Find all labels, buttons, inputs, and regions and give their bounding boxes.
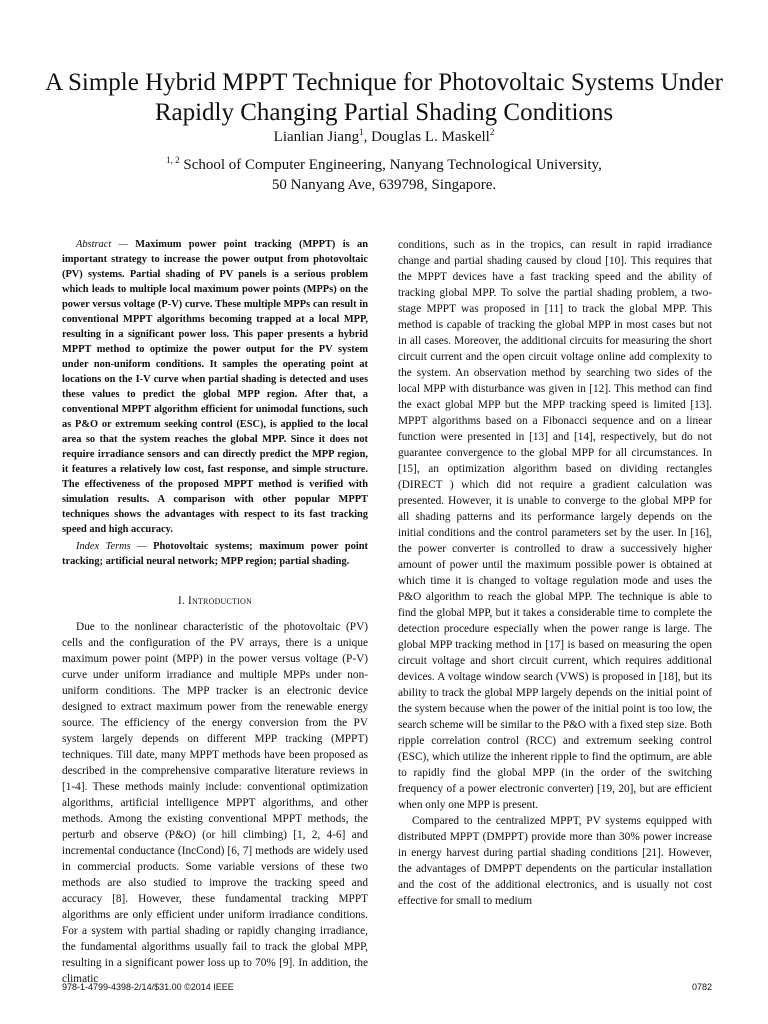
author-1-superscript: 1 [359, 127, 364, 137]
right-column [398, 237, 712, 909]
abstract-label: Abstract [76, 239, 112, 250]
paper-title: A Simple Hybrid MPPT Technique for Photovoltaic Systems Under Rapidly Changing Partial Shading Conditions [45, 69, 723, 126]
affiliation-text-1: School of Computer Engineering, Nanyang Technological University, [179, 157, 602, 173]
author-2-name: Douglas L. Maskell [371, 129, 490, 145]
index-terms-dash: — [130, 541, 154, 552]
author-2-superscript: 2 [489, 127, 495, 137]
affiliation-superscript: 1, 2 [166, 155, 180, 165]
left-column [62, 237, 368, 987]
abstract-dash: — [111, 239, 136, 250]
index-terms-label: Index Terms [76, 541, 131, 552]
abstract [62, 237, 368, 537]
page-number: 0782 [691, 982, 712, 992]
copyright-footer: 978-1-4799-4398-2/14/$31.00 ©2014 IEEE [62, 982, 234, 992]
affiliation-line-1 [40, 155, 728, 175]
right-column-paragraph-2: Compared to the centralized MPPT, PV systems equipped with distributed MPPT (DMPPT) provide more than 30% power increase in energy harvest during partial shading conditions [21]. However, the advantages of DMPPT dependents on the particular installation and the cost of the additional electronics, and is usually not cost effective for small to medium [398, 815, 712, 907]
affiliation-line-2: 50 Nanyang Ave, 639798, Singapore. [271, 177, 497, 193]
abstract-text: Maximum power point tracking (MPPT) is an important strategy to increase the power output from photovoltaic (PV) systems. Partial shading of PV panels is a serious problem which leads to multiple local maximum power points (MPPs) on the power versus voltage (P-V) curve. These multiple MPPs can result in conventional MPPT algorithms becoming trapped at a local MPP, resulting in a significant power loss. This paper presents a hybrid MPPT method to optimize the power output for the PV system under non-uniform conditions. It samples the operating point at locations on the I-V curve when partial shading is detected and uses these values to predict the global MPP region. After that, a conventional MPPT algorithm efficient for unimodal functions, such as P&O or extremum seeking control (ESC), is applied to the local area so that the system reaches the global MPP. Since it does not require irradiance sensors and can directly predict the MPP region, it features a relatively low cost, fast response, and simple structure. The effectiveness of the proposed MPPT method is verified with simulation results. A comparison with other popular MPPT techniques shows the advantages with respect to its fast tracking speed and high accuracy. [62, 239, 368, 535]
introduction-paragraph-1: Due to the nonlinear characteristic of the photovoltaic (PV) cells and the configuration of the PV arrays, there is a unique maximum power point (MPP) in the power versus voltage (P-V) curve under uniform irradiance and multiple MPPs under non-uniform conditions. The MPP tracker is an electronic device designed to extract maximum power from the renewable energy source. The efficiency of the energy conversion from the PV system largely depends on different MPP tracking (MPPT) techniques. Till date, many MPPT methods have been proposed as described in the comprehensive comparative literature reviews in [1-4]. These methods mainly include: conventional optimization algorithms, artificial intelligence MPPT algorithms, and other methods. Among the existing conventional MPPT methods, the perturb and observe (P&O) (or hill climbing) [1, 2, 4-6] and incremental conductance (IncCond) [6, 7] methods are widely used in commercial products. Some variable versions of these two methods are also studied to improve the tracking speed and accuracy [8]. However, these fundamental tracking MPPT algorithms are only efficient under uniform irradiance conditions. For a system with partial shading or rapidly changing irradiance, the fundamental algorithms usually fail to track the global MPP, resulting in a significant power loss up to 70% [9]. In addition, the climatic [62, 621, 368, 985]
index-terms [62, 539, 368, 569]
right-column-paragraph-1: conditions, such as in the tropics, can result in rapid irradiance change and partial shading caused by cloud [10]. This requires that the MPPT devices have a fast tracking speed and the ability of tracking global MPP. To solve the partial shading problem, a two-stage MPPT was proposed in [11] to track the global MPP. This method is capable of tracking the global MPP in most cases but not in all cases. Moreover, the additional circuits for measuring the short circuit current and the open circuit voltage online add complexity to the system. An observation method by searching two sides of the local MPP with disturbance was given in [12]. This method can find the exact global MPP but the MPP tracking speed is limited [13]. MPPT algorithms based on a Fibonacci sequence and on a linear function were presented in [13] and [14], respectively, but do not guarantee convergence to the global MPP for all circumstances. In [15], an optimization algorithm based on dividing rectangles (DIRECT ) which did not require a gradient calculation was presented. However, it is unable to converge to the global MPP for all shading patterns and its performance largely depends on the initial conditions and the control parameters set by the user. In [16], the power converter is controlled to draw a successively higher amount of power until the maximum possible power is obtained at which time it is changed to voltage regulation mode and uses the P&O algorithm to reach the global MPP. The technique is able to find the global MPP, but it takes a considerable time to complete the detection procedure especially when the power range is large. The global MPP tracking method in [17] is based on measuring the open circuit voltage and short circuit current, which requires additional devices. A voltage window search (VWS) is proposed in [18], but its ability to track the global MPP largely depends on the initial point of the system because when the power of the initial point is too low, the search scheme will be similar to the P&O with a fixed step size. Both ripple correlation control (RCC) and extremum seeking control (ESC), which utilize the inherent ripple to find the optimum, are able to rapidly find the global MPP (in the order of the switching frequency of a power electronic converter) [19, 20], but are efficient when only one MPP is present. [398, 239, 712, 811]
author-1-name: Lianlian Jiang [273, 129, 360, 145]
index-terms-text: Photovoltaic systems; maximum power point tracking; artificial neural network; MPP region; partial shading. [62, 541, 369, 567]
author-separator: , [363, 129, 372, 145]
author-line [40, 127, 728, 147]
affiliation [40, 155, 728, 195]
section-heading-introduction: I. Introduction [178, 595, 252, 607]
